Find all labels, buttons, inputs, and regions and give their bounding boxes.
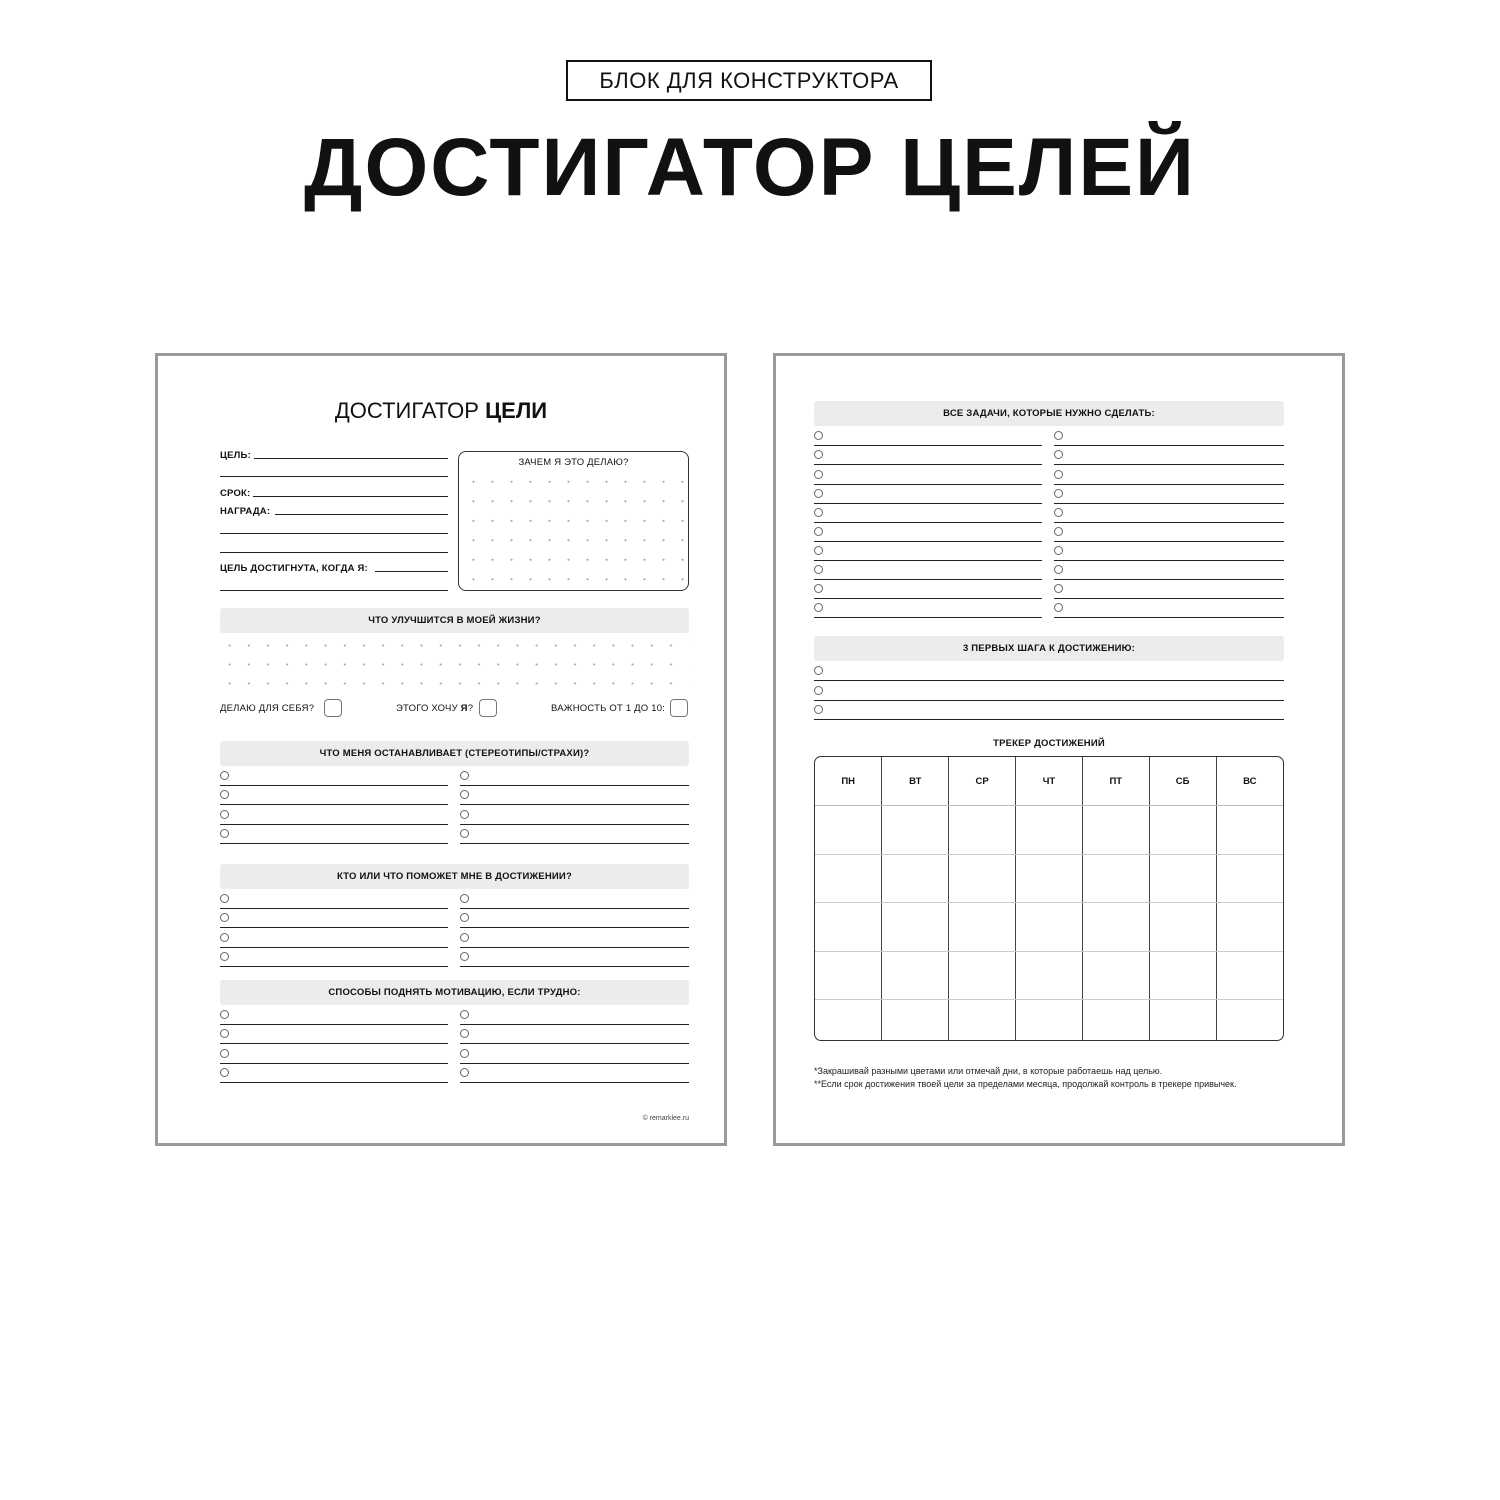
- stops-line[interactable]: [220, 804, 448, 805]
- tracker-cell[interactable]: [1082, 806, 1149, 855]
- task-line[interactable]: [814, 464, 1042, 465]
- task-bullet[interactable]: [814, 470, 823, 479]
- why-label: ЗАЧЕМ Я ЭТО ДЕЛАЮ?: [518, 457, 629, 468]
- motivation-line[interactable]: [220, 1082, 448, 1083]
- task-line[interactable]: [814, 560, 1042, 561]
- stops-bullet[interactable]: [220, 829, 229, 838]
- tracker-cell[interactable]: [949, 806, 1016, 855]
- task-line[interactable]: [814, 617, 1042, 618]
- task-bullet[interactable]: [814, 508, 823, 517]
- stops-bullet[interactable]: [220, 771, 229, 780]
- task-line[interactable]: [814, 503, 1042, 504]
- motivation-bullet[interactable]: [460, 1068, 469, 1077]
- helps-line[interactable]: [220, 908, 448, 909]
- tracker-cell[interactable]: [1216, 1000, 1283, 1040]
- task-line[interactable]: [1054, 464, 1284, 465]
- task-bullet[interactable]: [1054, 470, 1063, 479]
- task-bullet[interactable]: [814, 546, 823, 555]
- tracker-cell[interactable]: [1216, 854, 1283, 903]
- stops-line[interactable]: [220, 843, 448, 844]
- page-1-title-bold: ЦЕЛИ: [485, 398, 548, 423]
- tracker-cell[interactable]: [815, 854, 882, 903]
- helps-bullet[interactable]: [220, 913, 229, 922]
- stops-line[interactable]: [460, 824, 689, 825]
- tracker-cell[interactable]: [815, 951, 882, 1000]
- stops-line[interactable]: [460, 843, 689, 844]
- step-bullet[interactable]: [814, 705, 823, 714]
- task-line[interactable]: [1054, 560, 1284, 561]
- tasks-section-header: ВСЕ ЗАДАЧИ, КОТОРЫЕ НУЖНО СДЕЛАТЬ:: [814, 401, 1284, 426]
- stops-bullet[interactable]: [460, 771, 469, 780]
- task-bullet[interactable]: [1054, 603, 1063, 612]
- helps-line[interactable]: [460, 908, 689, 909]
- tracker-day-wed: СР: [949, 757, 1016, 806]
- step-line[interactable]: [814, 680, 1284, 681]
- task-line[interactable]: [1054, 522, 1284, 523]
- motivation-bullet[interactable]: [220, 1049, 229, 1058]
- step-bullet[interactable]: [814, 686, 823, 695]
- tracker-cell[interactable]: [1016, 1000, 1083, 1040]
- motivation-bullet[interactable]: [220, 1010, 229, 1019]
- helps-section-header: КТО ИЛИ ЧТО ПОМОЖЕТ МНЕ В ДОСТИЖЕНИИ?: [220, 864, 689, 889]
- tracker-day-mon: ПН: [815, 757, 882, 806]
- stops-bullet[interactable]: [460, 790, 469, 799]
- tracker-title: ТРЕКЕР ДОСТИЖЕНИЙ: [993, 738, 1105, 749]
- planner-page-2: [773, 353, 1345, 1146]
- task-line[interactable]: [814, 484, 1042, 485]
- tracker-cell[interactable]: [1216, 806, 1283, 855]
- task-line[interactable]: [814, 541, 1042, 542]
- tracker-day-sat: СБ: [1149, 757, 1216, 806]
- main-title: ДОСТИГАТОР ЦЕЛЕЙ: [304, 122, 1196, 213]
- step-bullet[interactable]: [814, 666, 823, 675]
- tracker-cell[interactable]: [882, 951, 949, 1000]
- achievement-tracker: [814, 756, 1284, 1041]
- tracker-cell[interactable]: [882, 854, 949, 903]
- task-line[interactable]: [1054, 503, 1284, 504]
- task-line[interactable]: [814, 445, 1042, 446]
- tracker-cell[interactable]: [815, 1000, 882, 1040]
- task-line[interactable]: [814, 598, 1042, 599]
- importance-box[interactable]: [670, 699, 688, 717]
- task-line[interactable]: [1054, 484, 1284, 485]
- task-line[interactable]: [814, 579, 1042, 580]
- reward-line[interactable]: [275, 514, 448, 515]
- tracker-cell[interactable]: [1149, 1000, 1216, 1040]
- helps-bullet[interactable]: [220, 894, 229, 903]
- improve-section-header: ЧТО УЛУЧШИТСЯ В МОЕЙ ЖИЗНИ?: [220, 608, 689, 633]
- task-bullet[interactable]: [814, 603, 823, 612]
- step-line[interactable]: [814, 700, 1284, 701]
- tracker-day-thu: ЧТ: [1016, 757, 1083, 806]
- tracker-row: [815, 854, 1283, 903]
- motivation-section-header: СПОСОБЫ ПОДНЯТЬ МОТИВАЦИЮ, ЕСЛИ ТРУДНО:: [220, 980, 689, 1005]
- task-bullet[interactable]: [1054, 489, 1063, 498]
- stops-bullet[interactable]: [220, 810, 229, 819]
- for-self-label: ДЕЛАЮ ДЛЯ СЕБЯ?: [220, 703, 315, 714]
- tracker-cell[interactable]: [1149, 951, 1216, 1000]
- deadline-line[interactable]: [253, 496, 448, 497]
- task-bullet[interactable]: [814, 450, 823, 459]
- helps-line[interactable]: [220, 947, 448, 948]
- steps-section-header: 3 ПЕРВЫХ ШАГА К ДОСТИЖЕНИЮ:: [814, 636, 1284, 661]
- motivation-line[interactable]: [220, 1024, 448, 1025]
- stops-line[interactable]: [220, 785, 448, 786]
- tracker-cell[interactable]: [882, 806, 949, 855]
- tracker-cell[interactable]: [949, 1000, 1016, 1040]
- stops-line[interactable]: [460, 804, 689, 805]
- tracker-cell[interactable]: [1016, 951, 1083, 1000]
- why-box[interactable]: [458, 451, 689, 591]
- page-1-title-light: ДОСТИГАТОР: [334, 398, 479, 423]
- motivation-line[interactable]: [460, 1043, 689, 1044]
- reward-line-3[interactable]: [220, 552, 448, 553]
- motivation-bullet[interactable]: [460, 1049, 469, 1058]
- tracker-day-fri: ПТ: [1082, 757, 1149, 806]
- tracker-cell[interactable]: [1149, 854, 1216, 903]
- motivation-line[interactable]: [220, 1063, 448, 1064]
- copyright: © remarklee.ru: [642, 1115, 689, 1122]
- tracker-cell[interactable]: [815, 806, 882, 855]
- helps-line[interactable]: [220, 927, 448, 928]
- task-line[interactable]: [1054, 617, 1284, 618]
- motivation-line[interactable]: [220, 1043, 448, 1044]
- tracker-cell[interactable]: [1082, 951, 1149, 1000]
- improve-dot-grid[interactable]: [220, 636, 689, 686]
- achieved-line-2[interactable]: [220, 590, 448, 591]
- tracker-row: [815, 806, 1283, 855]
- tracker-cell[interactable]: [882, 903, 949, 952]
- want-label: [396, 703, 473, 714]
- importance-label: ВАЖНОСТЬ ОТ 1 ДО 10:: [551, 703, 666, 714]
- stops-bullet[interactable]: [220, 790, 229, 799]
- tracker-cell[interactable]: [1216, 903, 1283, 952]
- deadline-label: СРОК:: [220, 488, 251, 499]
- task-bullet[interactable]: [1054, 450, 1063, 459]
- motivation-bullet[interactable]: [220, 1029, 229, 1038]
- want-label-post: ?: [467, 703, 474, 714]
- task-bullet[interactable]: [1054, 584, 1063, 593]
- task-line[interactable]: [1054, 541, 1284, 542]
- achieved-line[interactable]: [375, 571, 448, 572]
- motivation-line[interactable]: [460, 1082, 689, 1083]
- task-bullet[interactable]: [1054, 508, 1063, 517]
- task-bullet[interactable]: [1054, 527, 1063, 536]
- task-bullet[interactable]: [1054, 431, 1063, 440]
- task-line[interactable]: [1054, 579, 1284, 580]
- stops-line[interactable]: [460, 785, 689, 786]
- helps-line[interactable]: [460, 947, 689, 948]
- task-bullet[interactable]: [814, 584, 823, 593]
- task-bullet[interactable]: [814, 431, 823, 440]
- helps-line[interactable]: [220, 966, 448, 967]
- goal-label: ЦЕЛЬ:: [220, 450, 251, 461]
- tracker-cell[interactable]: [949, 951, 1016, 1000]
- want-label-pre: ЭТОГО ХОЧУ: [396, 703, 458, 714]
- footnote-2: **Если срок достижения твоей цели за пределами месяца, продолжай контроль в трекере привычек.: [814, 1079, 1237, 1089]
- helps-bullet[interactable]: [460, 952, 469, 961]
- helps-bullet[interactable]: [460, 933, 469, 942]
- tracker-cell[interactable]: [1016, 854, 1083, 903]
- task-bullet[interactable]: [814, 565, 823, 574]
- why-dot-grid: [464, 472, 684, 584]
- helps-bullet[interactable]: [220, 933, 229, 942]
- helps-bullet[interactable]: [460, 894, 469, 903]
- step-line[interactable]: [814, 719, 1284, 720]
- achieved-label: ЦЕЛЬ ДОСТИГНУТА, КОГДА Я:: [220, 563, 368, 574]
- task-bullet[interactable]: [1054, 565, 1063, 574]
- helps-bullet[interactable]: [460, 913, 469, 922]
- tracker-cell[interactable]: [1216, 951, 1283, 1000]
- task-bullet[interactable]: [1054, 546, 1063, 555]
- motivation-bullet[interactable]: [220, 1068, 229, 1077]
- tracker-cell[interactable]: [1149, 903, 1216, 952]
- goal-line-2[interactable]: [220, 476, 448, 477]
- tracker-day-sun: ВС: [1216, 757, 1283, 806]
- task-bullet[interactable]: [814, 489, 823, 498]
- tracker-row: [815, 903, 1283, 952]
- tracker-cell[interactable]: [1082, 1000, 1149, 1040]
- tracker-cell[interactable]: [882, 1000, 949, 1040]
- motivation-bullet[interactable]: [460, 1029, 469, 1038]
- motivation-line[interactable]: [460, 1063, 689, 1064]
- planner-page-1: [155, 353, 727, 1146]
- tracker-cell[interactable]: [815, 903, 882, 952]
- tracker-cell[interactable]: [1016, 903, 1083, 952]
- tracker-row: [815, 951, 1283, 1000]
- tracker-cell[interactable]: [949, 854, 1016, 903]
- for-self-checkbox[interactable]: [324, 699, 342, 717]
- tracker-cell[interactable]: [1082, 854, 1149, 903]
- stops-line[interactable]: [220, 824, 448, 825]
- tracker-day-tue: ВТ: [882, 757, 949, 806]
- tracker-cell[interactable]: [949, 903, 1016, 952]
- motivation-line[interactable]: [460, 1024, 689, 1025]
- task-line[interactable]: [1054, 598, 1284, 599]
- tracker-cell[interactable]: [1082, 903, 1149, 952]
- helps-line[interactable]: [460, 927, 689, 928]
- motivation-bullet[interactable]: [460, 1010, 469, 1019]
- tracker-cell[interactable]: [1149, 806, 1216, 855]
- helps-line[interactable]: [460, 966, 689, 967]
- goal-line[interactable]: [254, 458, 448, 459]
- page-1-title: [158, 398, 724, 424]
- helps-bullet[interactable]: [220, 952, 229, 961]
- footnote-1: *Закрашивай разными цветами или отмечай дни, в которые работаешь над целью.: [814, 1066, 1163, 1076]
- stops-section-header: ЧТО МЕНЯ ОСТАНАВЛИВАЕТ (СТЕРЕОТИПЫ/СТРАХИ)?: [220, 741, 689, 766]
- tracker-row: [815, 1000, 1283, 1040]
- stops-bullet[interactable]: [460, 810, 469, 819]
- block-tag: БЛОК ДЛЯ КОНСТРУКТОРА: [566, 60, 932, 101]
- task-bullet[interactable]: [814, 527, 823, 536]
- reward-label: НАГРАДА:: [220, 506, 271, 517]
- want-label-bold: Я: [460, 703, 468, 714]
- reward-line-2[interactable]: [220, 533, 448, 534]
- task-line[interactable]: [814, 522, 1042, 523]
- task-line[interactable]: [1054, 445, 1284, 446]
- want-checkbox[interactable]: [479, 699, 497, 717]
- stops-bullet[interactable]: [460, 829, 469, 838]
- tracker-cell[interactable]: [1016, 806, 1083, 855]
